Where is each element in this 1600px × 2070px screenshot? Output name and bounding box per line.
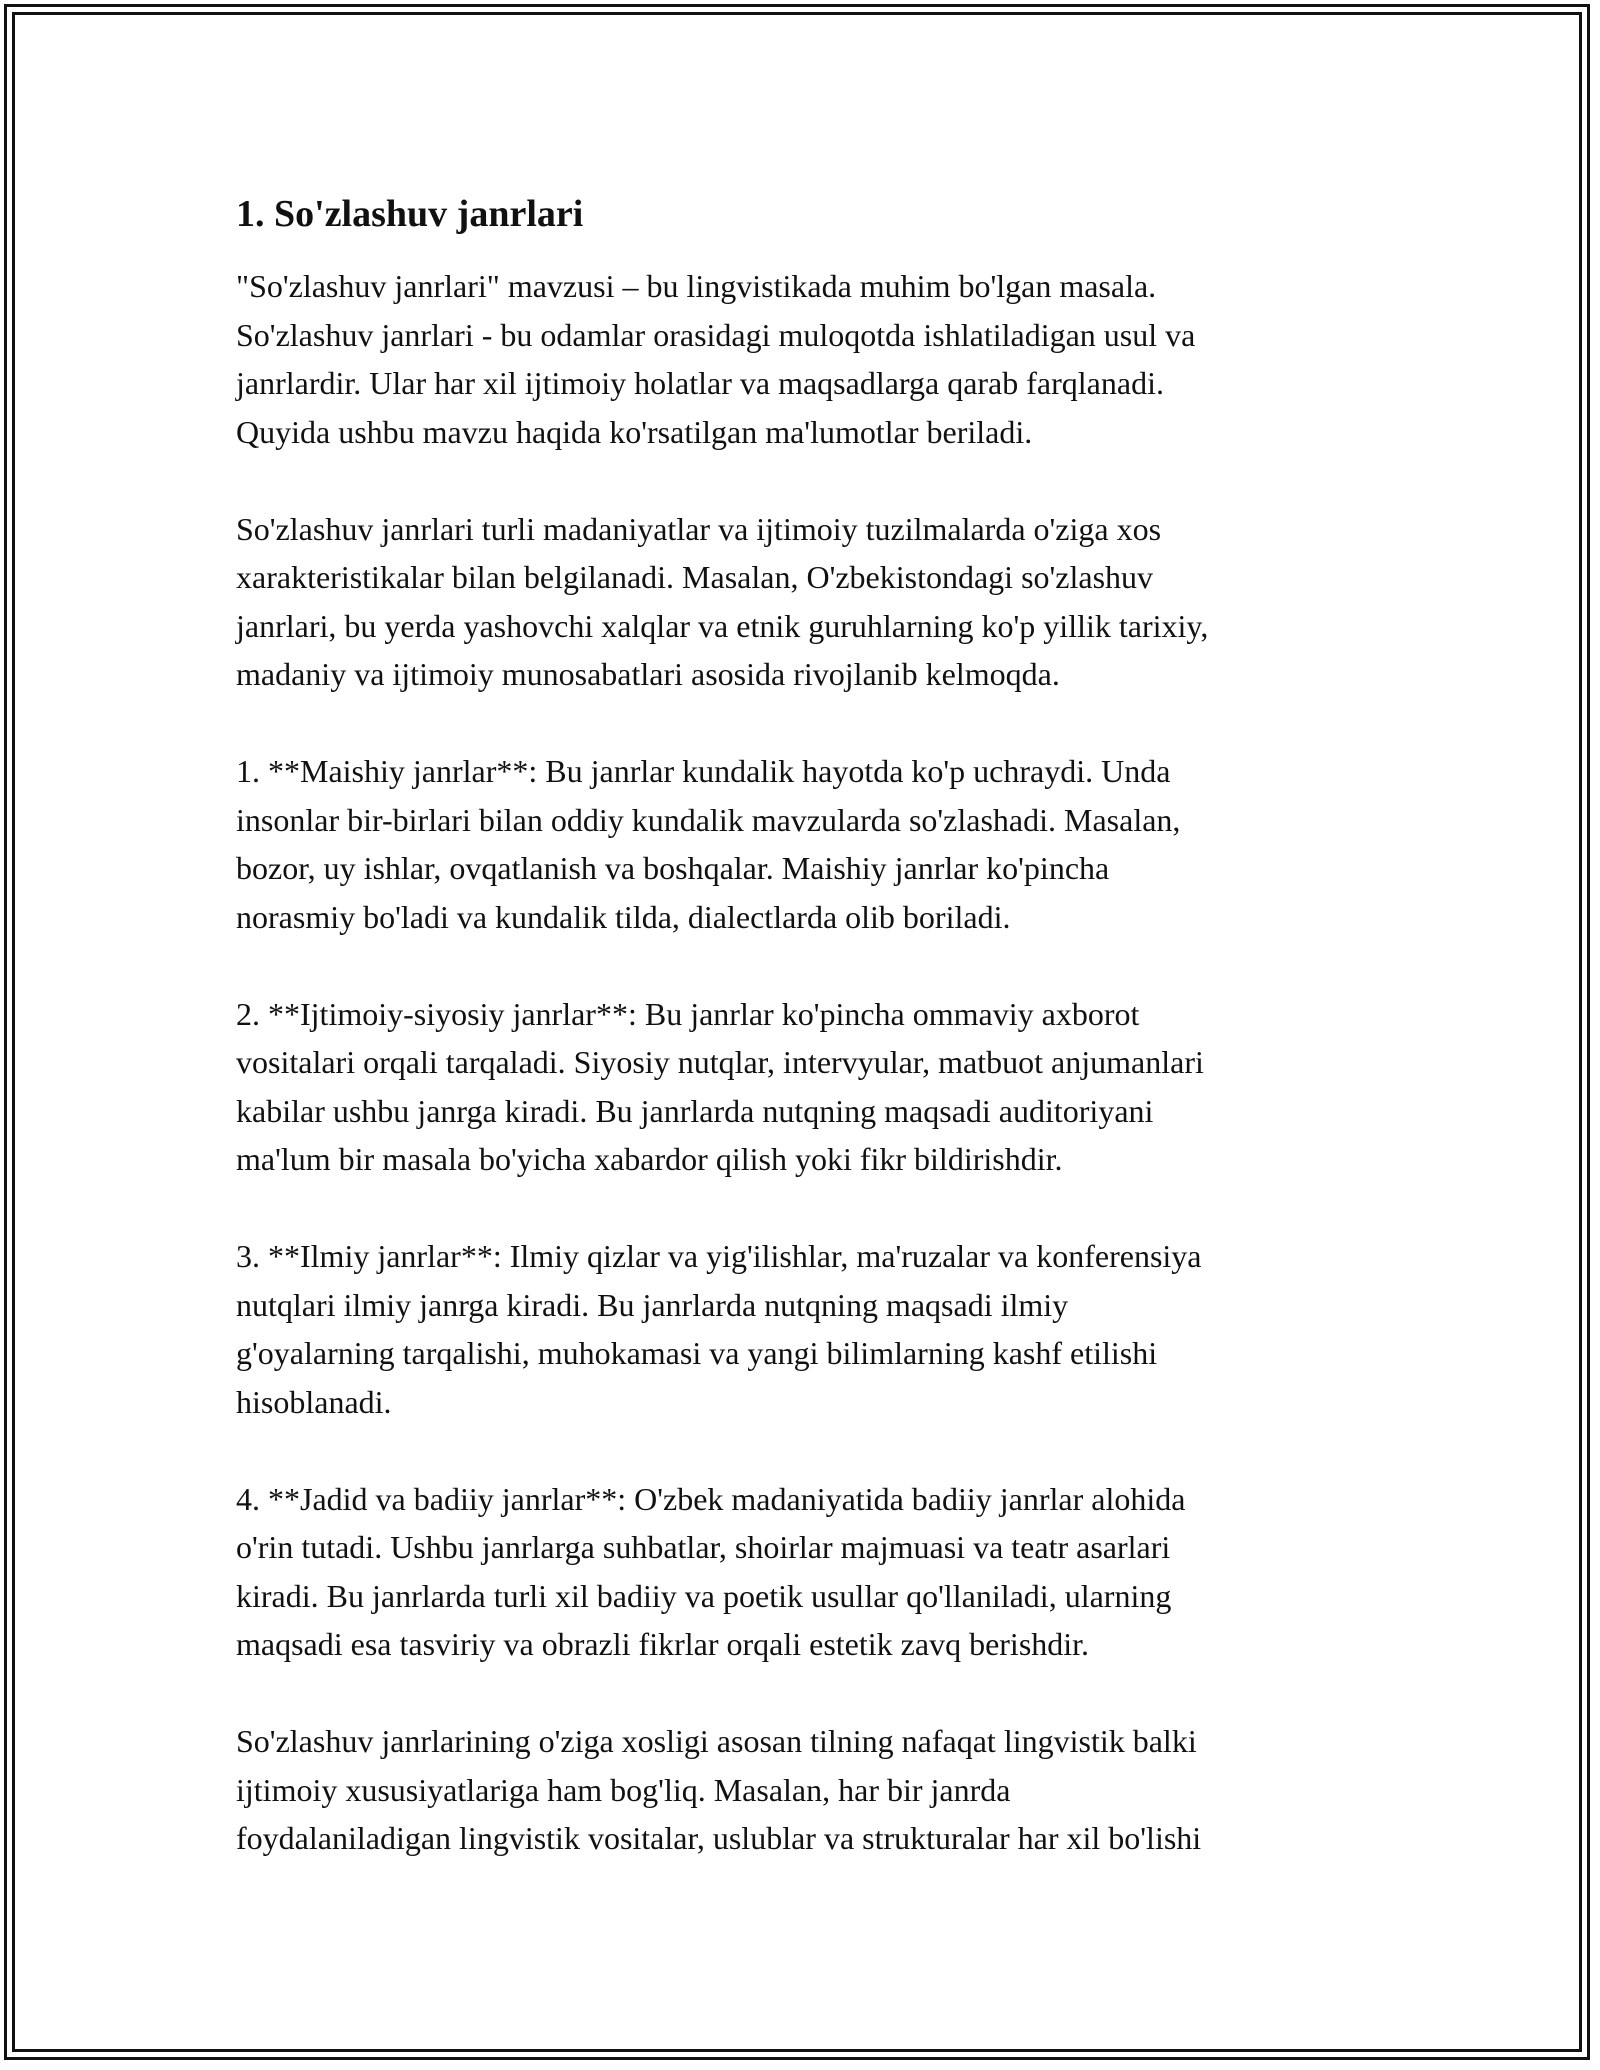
section-heading: 1. So'zlashuv janrlari: [236, 193, 584, 235]
text-line: 3. **Ilmiy janrlar**: Ilmiy qizlar va yig'ilishlar, ma'ruzalar va konferensiya: [236, 1238, 1202, 1274]
paragraph-item-4: [236, 1475, 1376, 1669]
text-line: kiradi. Bu janrlarda turli xil badiiy va poetik usullar qo'llaniladi, ularning: [236, 1577, 1172, 1614]
text-line: norasmiy bo'ladi va kundalik tilda, dialectlarda olib boriladi.: [236, 898, 1011, 935]
text-line: So'zlashuv janrlari - bu odamlar orasidagi muloqotda ishlatiladigan usul va: [236, 316, 1196, 353]
text-line: janrlardir. Ular har xil ijtimoiy holatlar va maqsadlarga qarab farqlanadi.: [236, 365, 1164, 401]
paragraph-item-2: [236, 990, 1376, 1184]
document-body: [236, 186, 1376, 1911]
text-line: So'zlashuv janrlari turli madaniyatlar va ijtimoiy tuzilmalarda o'ziga xos: [236, 510, 1162, 547]
text-line: janrlari, bu yerda yashovchi xalqlar va etnik guruhlarning ko'p yillik tarixiy,: [236, 607, 1209, 644]
text-line: kabilar ushbu janrga kiradi. Bu janrlarda nutqning maqsadi auditoriyani: [236, 1092, 1154, 1129]
text-line: 1. **Maishiy janrlar**: Bu janrlar kundalik hayotda ko'p uchraydi. Unda: [236, 753, 1171, 789]
text-line: nutqlari ilmiy janrga kiradi. Bu janrlarda nutqning maqsadi ilmiy: [236, 1286, 1069, 1323]
paragraph-item-3: [236, 1232, 1376, 1426]
text-line: vositalari orqali tarqaladi. Siyosiy nutqlar, intervyular, matbuot anjumanlari: [236, 1044, 1204, 1080]
text-line: So'zlashuv janrlarining o'ziga xosligi asosan tilning nafaqat lingvistik balki: [236, 1723, 1197, 1759]
text-line: insonlar bir-birlari bilan oddiy kundalik mavzularda so'zlashadi. Masalan,: [236, 801, 1181, 838]
paragraph-item-1: [236, 747, 1376, 941]
text-line: foydalaniladigan lingvistik vositalar, uslublar va strukturalar har xil bo'lishi: [236, 1820, 1202, 1856]
text-line: madaniy va ijtimoiy munosabatlari asosida rivojlanib kelmoqda.: [236, 656, 1060, 692]
text-line: maqsadi esa tasviriy va obrazli fikrlar orqali estetik zavq berishdir.: [236, 1626, 1090, 1662]
paragraph-intro: [236, 262, 1376, 456]
text-line: Quyida ushbu mavzu haqida ko'rsatilgan ma'lumotlar beriladi.: [236, 413, 1033, 450]
text-line: xarakteristikalar bilan belgilanadi. Masalan, O'zbekistondagi so'zlashuv: [236, 559, 1154, 595]
text-line: 4. **Jadid va badiiy janrlar**: O'zbek madaniyatida badiiy janrlar alohida: [236, 1480, 1186, 1517]
text-line: g'oyalarning tarqalishi, muhokamasi va yangi bilimlarning kashf etilishi: [236, 1335, 1158, 1371]
text-line: ijtimoiy xususiyatlariga ham bog'liq. Masalan, har bir janrda: [236, 1771, 1011, 1808]
paragraph-characteristics: [236, 505, 1376, 699]
text-line: o'rin tutadi. Ushbu janrlarga suhbatlar, shoirlar majmuasi va teatr asarlari: [236, 1529, 1171, 1565]
text-line: "So'zlashuv janrlari" mavzusi – bu lingvistikada muhim bo'lgan masala.: [236, 268, 1157, 304]
text-line: ma'lum bir masala bo'yicha xabardor qilish yoki fikr bildirishdir.: [236, 1141, 1063, 1177]
text-line: bozor, uy ishlar, ovqatlanish va boshqalar. Maishiy janrlar ko'pincha: [236, 850, 1110, 886]
text-line: 2. **Ijtimoiy-siyosiy janrlar**: Bu janrlar ko'pincha ommaviy axborot: [236, 995, 1140, 1032]
text-line: hisoblanadi.: [236, 1383, 392, 1420]
paragraph-conclusion: [236, 1717, 1376, 1863]
